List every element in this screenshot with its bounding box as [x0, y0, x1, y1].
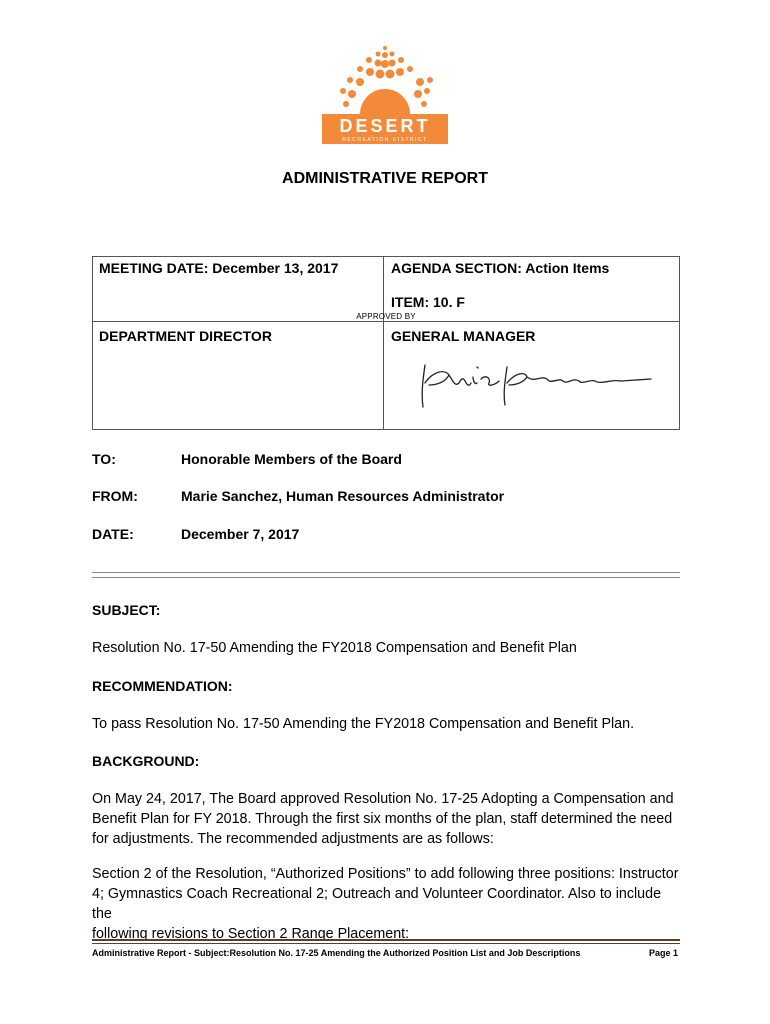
to-value: Honorable Members of the Board — [181, 451, 402, 467]
logo-wordmark: DESERT — [339, 116, 431, 136]
subject-text: Resolution No. 17-50 Amending the FY2018 Compensation and Benefit Plan — [92, 640, 577, 656]
footer-rule — [92, 939, 680, 941]
page-title: ADMINISTRATIVE REPORT — [282, 170, 488, 187]
background-heading: BACKGROUND: — [92, 753, 200, 769]
date-value: December 7, 2017 — [181, 526, 300, 542]
table-divider-horizontal — [93, 321, 679, 322]
footer-text: Administrative Report - Subject:Resolution No. 17-25 Amending the Authorized Position List and Job Descriptions — [92, 948, 581, 958]
recommendation-text: To pass Resolution No. 17-50 Amending the FY2018 Compensation and Benefit Plan. — [92, 716, 635, 732]
general-manager-signature — [411, 355, 681, 415]
item-number: ITEM: 10. F — [391, 294, 465, 310]
background-paragraph-1 — [92, 789, 680, 849]
department-director-label: DEPARTMENT DIRECTOR — [99, 328, 272, 344]
text-line: following revisions to Section 2 Range Placement: — [92, 926, 410, 942]
divider-top — [92, 572, 680, 573]
background-paragraph-2 — [92, 864, 680, 944]
text-line: On May 24, 2017, The Board approved Resolution No. 17-25 Adopting a Compensation and — [92, 791, 674, 807]
agenda-section: AGENDA SECTION: Action Items — [391, 260, 610, 276]
meeting-date: MEETING DATE: December 13, 2017 — [99, 260, 339, 276]
text-line: Benefit Plan for FY 2018. Through the first six months of the plan, staff determined the need — [92, 811, 673, 827]
logo-tagline: RECREATION DISTRICT — [342, 137, 428, 143]
text-line: for adjustments. The recommended adjustments are as follows: — [92, 831, 494, 847]
general-manager-label: GENERAL MANAGER — [391, 328, 536, 344]
date-label: DATE: — [92, 526, 134, 542]
report-header-table — [92, 256, 680, 430]
page-number: Page 1 — [649, 948, 679, 958]
text-line: Section 2 of the Resolution, “Authorized Positions” to add following three positions: Instructor — [92, 866, 679, 882]
sun-logo-icon — [312, 44, 458, 144]
footer-rule-thin — [92, 943, 680, 944]
table-divider-vertical — [383, 257, 384, 429]
recommendation-heading: RECOMMENDATION: — [92, 678, 233, 694]
desert-logo — [312, 44, 458, 144]
subject-heading: SUBJECT: — [92, 602, 161, 618]
text-line: 4; Gymnastics Coach Recreational 2; Outreach and Volunteer Coordinator. Also to include the — [92, 886, 662, 922]
to-label: TO: — [92, 451, 116, 467]
from-label: FROM: — [92, 488, 138, 504]
approved-by-label: APPROVED BY — [356, 312, 416, 321]
divider-bottom — [92, 577, 680, 578]
from-value: Marie Sanchez, Human Resources Administrator — [181, 488, 505, 504]
